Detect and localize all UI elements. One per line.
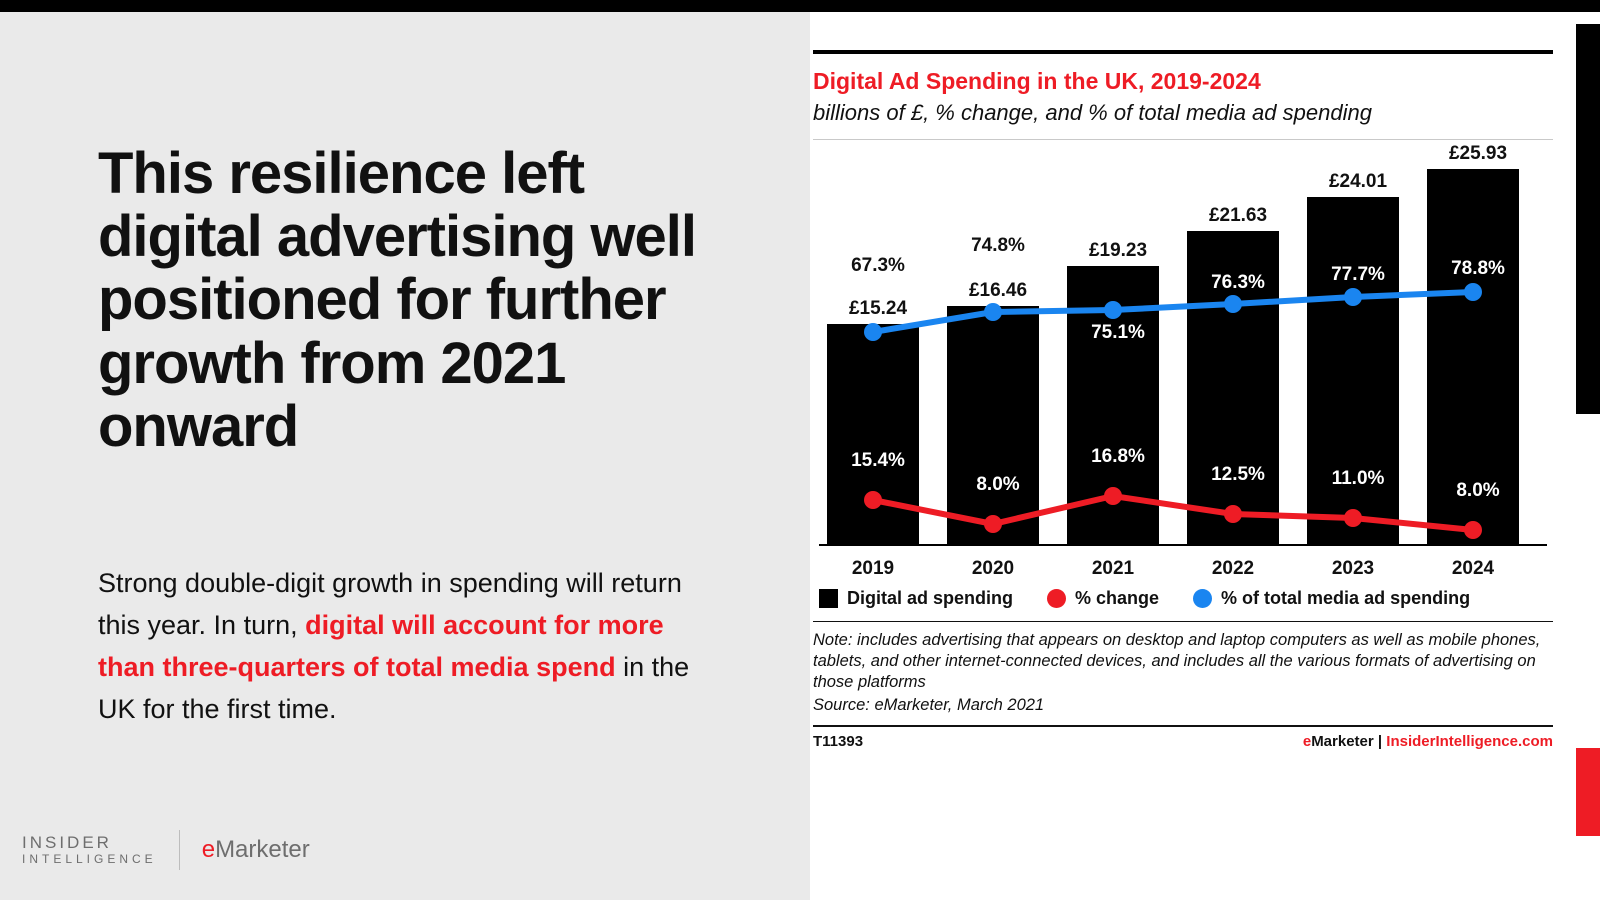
left-pane [0,12,810,900]
legend-item-percent-change [1047,588,1159,609]
emarketer-logo [202,836,310,864]
blue-label-2022: 76.3% [1211,271,1265,293]
rule-under-subtitle [813,139,1553,140]
blue-label-2024: 78.8% [1451,257,1505,279]
bar-value-label-2022: £21.63 [1208,204,1268,226]
blue-label-2020: 74.8% [971,234,1025,256]
change-label-2021: 16.8% [1091,445,1145,467]
chart-card [813,50,1553,750]
emarketer-logo-e: e [201,836,216,863]
footer-brand-rest: Marketer [1311,732,1374,750]
footer-site[interactable]: InsiderIntelligence.com [1386,732,1553,750]
footer-brand [1303,733,1553,750]
change-label-2020: 8.0% [976,473,1020,495]
black-edge-tab [1576,24,1600,414]
red-point-2021 [1104,487,1122,505]
red-point-2020 [984,515,1002,533]
body-copy-highlight: digital will account for more than three-quarters of total media spend [98,610,664,683]
chart-legend [813,588,1553,609]
insider-intelligence-logo [22,834,157,866]
legend-square-icon [819,589,838,608]
footer-separator: | [1373,732,1387,750]
blue-point-2024 [1464,283,1482,301]
x-tick-2024: 2024 [1451,557,1495,579]
brand-logo [22,830,310,870]
legend-label-0: Digital ad spending [847,587,1014,608]
bar-value-label-2019: £15.24 [848,297,908,319]
bar-value-label-2024: £25.93 [1448,142,1508,164]
top-bar [0,0,1600,12]
page-title: This resilience left digital advertising well positioned for further growth from 2021 onward [98,141,697,459]
x-tick-2022: 2022 [1211,557,1255,579]
change-label-2023: 11.0% [1331,467,1385,489]
right-pane [810,12,1600,900]
blue-point-2021 [1104,301,1122,319]
chart-plot-area [813,142,1553,582]
logo-line-intelligence: INTELLIGENCE [22,851,157,866]
blue-label-2023: 77.7% [1331,263,1385,285]
x-tick-2019: 2019 [851,557,895,579]
emarketer-logo-rest: Marketer [215,836,310,863]
x-axis [819,544,1547,546]
blue-point-2022 [1224,295,1242,313]
chart-id: T11393 [813,732,864,750]
change-label-2024: 8.0% [1456,479,1500,501]
blue-label-2019: 67.3% [851,254,905,276]
chart-footer [813,733,1553,750]
red-point-2019 [864,491,882,509]
red-point-2022 [1224,505,1242,523]
line-series-svg [813,152,1553,582]
body-copy-pre: Strong double-digit growth in spending will return this year. In turn, [98,568,682,641]
blue-point-2020 [984,303,1002,321]
legend-dot-red-icon [1047,589,1066,608]
logo-line-insider: INSIDER [22,833,112,853]
body-copy [98,562,718,730]
legend-item-percent-of-total [1193,588,1470,609]
red-edge-tab [1576,748,1600,836]
body-copy-post: in the UK for the first time. [98,652,690,725]
change-label-2019: 15.4% [851,449,905,471]
legend-dot-blue-icon [1193,589,1212,608]
chart-note: Note: includes advertising that appears on desktop and laptop computers as well as mobile phones, tablets, and other internet-connected devices, and includes all the various formats of advertising on those platforms [813,630,1541,692]
footer-brand-e: e [1302,732,1312,750]
red-point-2023 [1344,509,1362,527]
x-tick-2023: 2023 [1331,557,1375,579]
chart-source: Source: eMarketer, March 2021 [813,695,1045,714]
rule-above-note [813,621,1553,622]
bar-value-label-2023: £24.01 [1328,170,1388,192]
legend-label-2: % of total media ad spending [1221,587,1471,608]
logo-divider [179,830,180,870]
bar-value-label-2021: £19.23 [1088,239,1148,261]
x-tick-2020: 2020 [971,557,1015,579]
blue-point-2023 [1344,288,1362,306]
legend-item-digital-ad-spending [819,588,1013,609]
blue-label-2021: 75.1% [1091,321,1145,343]
red-line-path [873,496,1473,530]
red-point-2024 [1464,521,1482,539]
rule-top [813,50,1553,54]
chart-subtitle: billions of £, % change, and % of total media ad spending [813,100,1372,125]
chart-title: Digital Ad Spending in the UK, 2019-2024 [813,68,1261,94]
x-tick-2021: 2021 [1091,557,1135,579]
legend-label-1: % change [1075,587,1160,608]
change-label-2022: 12.5% [1211,463,1265,485]
bar-value-label-2020: £16.46 [968,279,1028,301]
blue-point-2019 [864,323,882,341]
rule-above-footer [813,725,1553,727]
